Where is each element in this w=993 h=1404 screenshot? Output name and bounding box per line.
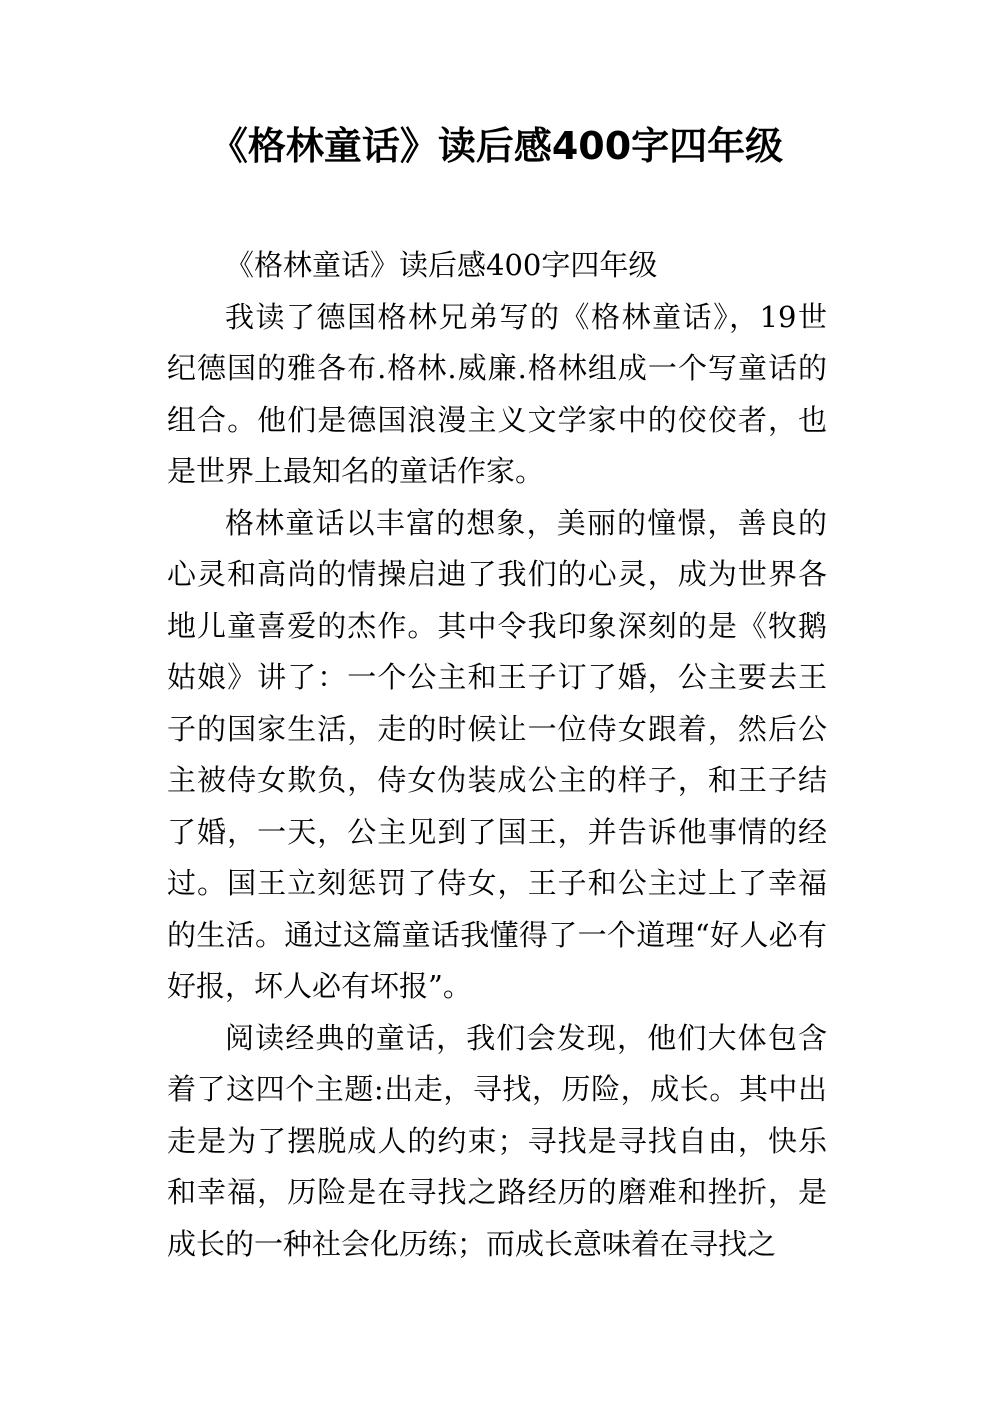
paragraph-themes: 阅读经典的童话，我们会发现，他们大体包含着了这四个主题:出走，寻找，历险，成长。其中出走是为了摆脱成人的约束；寻找是寻找自由，快乐和幸福，历险是在寻找之路经历的磨难和挫折，是成长的一种社会化历练；而成长意味着在寻找之 [167,1020,827,1261]
document-body [167,240,827,1270]
paragraph-subtitle: 《格林童话》读后感400字四年级 [225,248,658,282]
document-title: 《格林童话》读后感400字四年级 [209,124,784,168]
paragraph-intro: 我读了德国格林兄弟写的《格林童话》，19世纪德国的雅各布.格林.威廉.格林组成一个写童话的组合。他们是德国浪漫主义文学家中的佼佼者，也是世界上最知名的童话作家。 [167,299,827,488]
paragraph-story: 格林童话以丰富的想象，美丽的憧憬，善良的心灵和高尚的情操启迪了我们的心灵，成为世界各地儿童喜爱的杰作。其中令我印象深刻的是《牧鹅姑娘》讲了：一个公主和王子订了婚，公主要去王子的国家生活，走的时候让一位侍女跟着，然后公主被侍女欺负，侍女伪装成公主的样子，和王子结了婚，一天，公主见到了国王，并告诉他事情的经过。国王立刻惩罚了侍女，王子和公主过上了幸福的生活。通过这篇童话我懂得了一个道理“好人必有好报，坏人必有坏报”。 [167,505,827,1003]
